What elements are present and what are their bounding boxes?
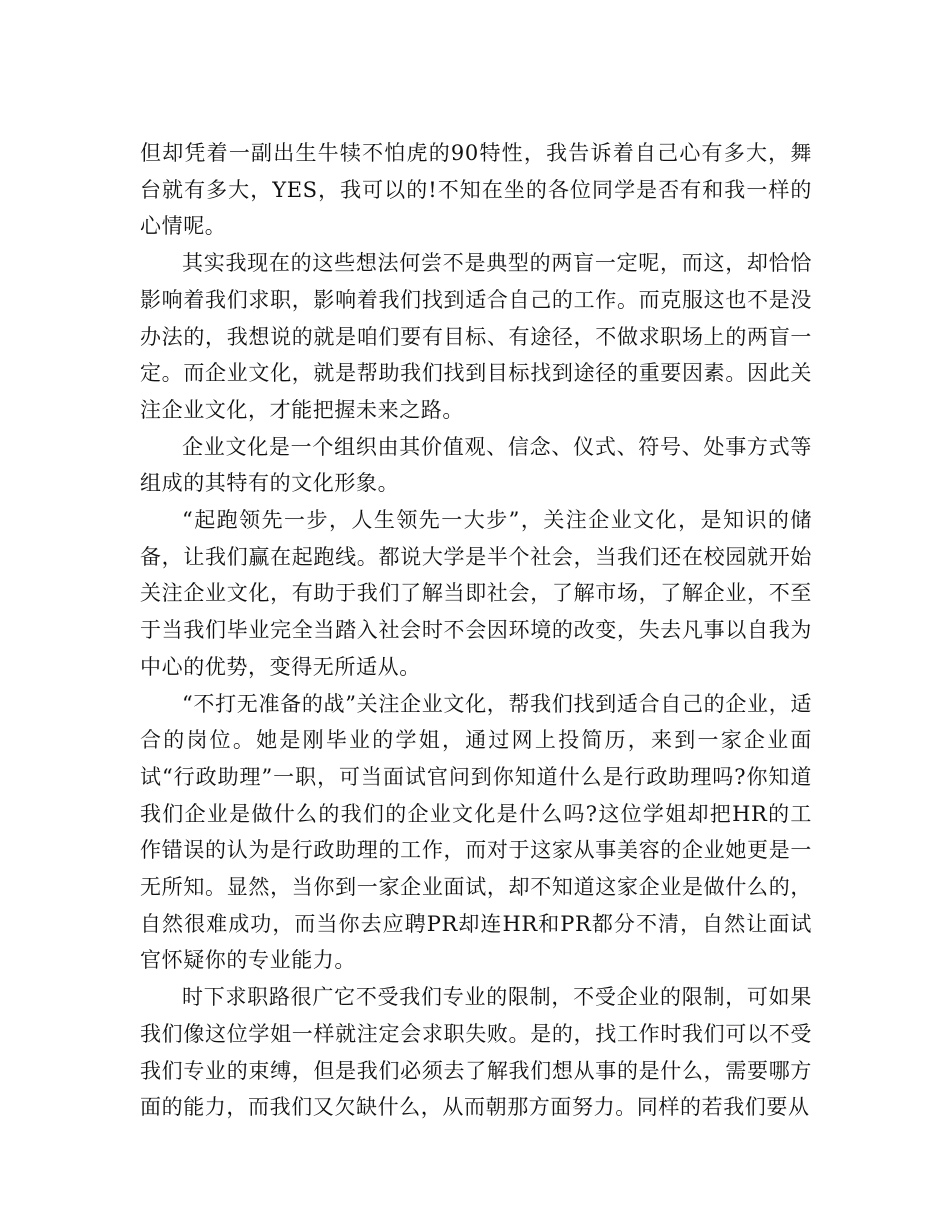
body-text — [140, 135, 812, 1126]
paragraph-5: “不打无准备的战”关注企业文化，帮我们找到适合自己的企业，适合的岗位。她是刚毕业的学姐，通过网上投简历，来到一家企业面试“行政助理”一职，可当面试官问到你知道什么是行政助理吗?你知道我们企业是做什么的我们的企业文化是什么吗?这位学姐却把HR的工作错误的认为是行政助理的工作，而对于这家从事美容的企业她更是一无所知。显然，当你到一家企业面试，却不知道这家企业是做什么的，自然很难成功，而当你去应聘PR却连HR和PR都分不清，自然让面试官怀疑你的专业能力。 — [140, 691, 812, 973]
paragraph-2: 其实我现在的这些想法何尝不是典型的两盲一定呢，而这，却恰恰影响着我们求职，影响着我们找到适合自己的工作。而克服这也不是没办法的，我想说的就是咱们要有目标、有途径，不做求职场上的两盲一定。而企业文化，就是帮助我们找到目标找到途径的重要因素。因此关注企业文化，才能把握未来之路。 — [140, 251, 812, 422]
paragraph-3: 企业文化是一个组织由其价值观、信念、仪式、符号、处事方式等组成的其特有的文化形象。 — [140, 434, 812, 496]
paragraph-4: “起跑领先一步，人生领先一大步”，关注企业文化，是知识的储备，让我们赢在起跑线。都说大学是半个社会，当我们还在校园就开始关注企业文化，有助于我们了解当即社会，了解市场，了解企业，不至于当我们毕业完全当踏入社会时不会因环境的改变，失去凡事以自我为中心的优势，变得无所适从。 — [140, 508, 812, 679]
paragraph-6: 时下求职路很广它不受我们专业的限制，不受企业的限制，可如果我们像这位学姐一样就注定会求职失败。是的，找工作时我们可以不受我们专业的束缚，但是我们必须去了解我们想从事的是什么，需要哪方面的能力，而我们又欠缺什么，从而朝那方面努力。同样的若我们要从 — [140, 985, 812, 1120]
paragraph-1: 但却凭着一副出生牛犊不怕虎的90特性，我告诉着自己心有多大，舞台就有多大，YES，我可以的!不知在坐的各位同学是否有和我一样的心情呢。 — [140, 141, 812, 239]
